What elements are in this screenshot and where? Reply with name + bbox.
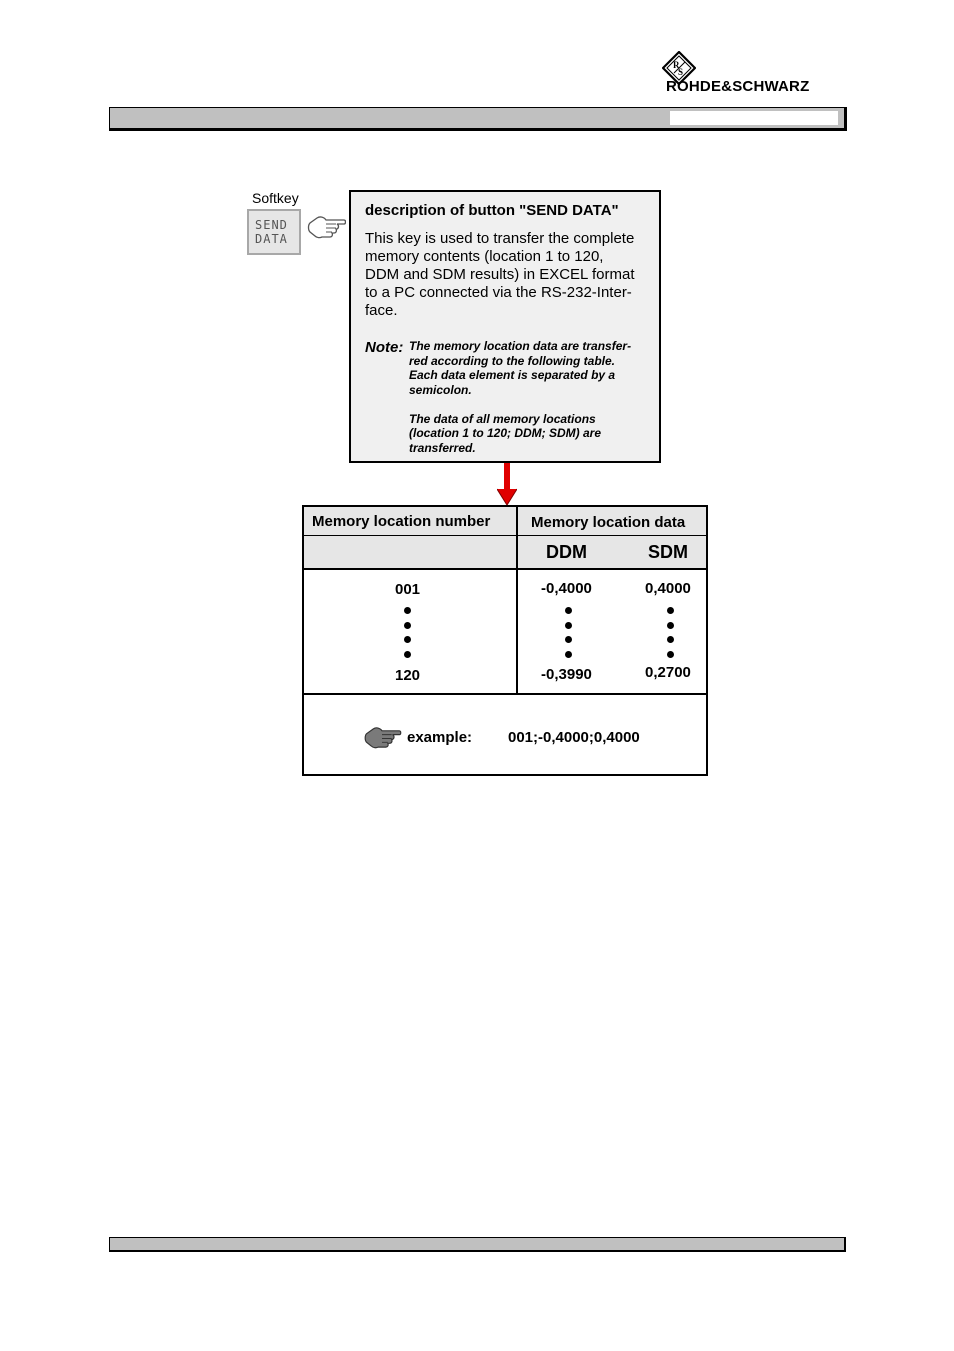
ddm-value-last: -0,3990 — [541, 666, 592, 683]
example-value: 001;-0,4000;0,4000 — [508, 729, 640, 746]
send-data-softkey[interactable] — [247, 209, 301, 255]
description-title: description of button "SEND DATA" — [365, 202, 619, 219]
note-line: semicolon. — [409, 382, 472, 397]
ellipsis-dot — [667, 651, 674, 658]
note-label: Note: — [365, 339, 404, 356]
sub-header-sdm: SDM — [648, 542, 688, 562]
note-line: transferred. — [409, 440, 476, 455]
col-header-location-number: Memory location number — [312, 513, 491, 530]
location-number-last: 120 — [395, 667, 421, 684]
brand-logo — [660, 51, 840, 97]
svg-text:R: R — [673, 60, 680, 70]
note-gap — [409, 397, 657, 412]
note-line: The memory location data are transfer- — [409, 339, 632, 353]
ellipsis-dot — [667, 622, 674, 629]
description-body — [365, 230, 660, 320]
table-divider — [304, 693, 706, 695]
softkey-caption — [255, 218, 295, 246]
footer-bar — [109, 1237, 846, 1252]
sdm-value-last: 0,2700 — [645, 664, 691, 681]
brand-name: ROHDE&SCHWARZ — [666, 78, 810, 95]
description-line: memory contents (location 1 to 120, — [365, 248, 604, 265]
note-text — [409, 339, 657, 455]
ellipsis-dot — [404, 636, 411, 643]
ellipsis-dot — [565, 651, 572, 658]
down-arrow-icon — [497, 463, 517, 506]
note-line: Each data element is separated by a — [409, 368, 616, 382]
softkey-label: Softkey — [252, 190, 299, 206]
sdm-value-first: 0,4000 — [645, 580, 691, 597]
ellipsis-dot — [667, 636, 674, 643]
description-line: to a PC connected via the RS-232-Inter- — [365, 284, 632, 301]
note-line: red according to the following table. — [409, 353, 616, 368]
softkey-caption-line1: SEND — [255, 218, 288, 232]
note-line: The data of all memory locations — [409, 411, 596, 426]
softkey-caption-line2: DATA — [255, 232, 288, 246]
example-label: example: — [407, 729, 473, 746]
ellipsis-dot — [565, 636, 572, 643]
header-title-area — [670, 111, 838, 125]
col-header-location-data: Memory location data — [531, 514, 686, 531]
ellipsis-dot — [404, 622, 411, 629]
pointing-hand-icon — [306, 214, 346, 240]
ellipsis-dot — [404, 651, 411, 658]
pointing-hand-filled-icon — [362, 725, 402, 750]
table-divider — [516, 507, 518, 694]
ddm-value-first: -0,4000 — [541, 580, 592, 597]
description-box — [349, 190, 661, 463]
ellipsis-dot — [404, 607, 411, 614]
svg-text:S: S — [678, 67, 684, 77]
description-line: This key is used to transfer the complete — [365, 230, 635, 247]
memory-table — [302, 505, 708, 776]
description-line: face. — [365, 302, 398, 319]
ellipsis-dot — [565, 622, 572, 629]
ellipsis-dot — [667, 607, 674, 614]
ellipsis-dot — [565, 607, 572, 614]
sub-header-ddm: DDM — [546, 542, 587, 562]
location-number-first: 001 — [395, 581, 421, 598]
header-bar — [109, 107, 847, 131]
description-line: DDM and SDM results) in EXCEL format — [365, 266, 635, 283]
table-divider — [304, 535, 706, 536]
note-line: (location 1 to 120; DDM; SDM) are — [409, 426, 602, 440]
table-divider — [304, 568, 706, 570]
